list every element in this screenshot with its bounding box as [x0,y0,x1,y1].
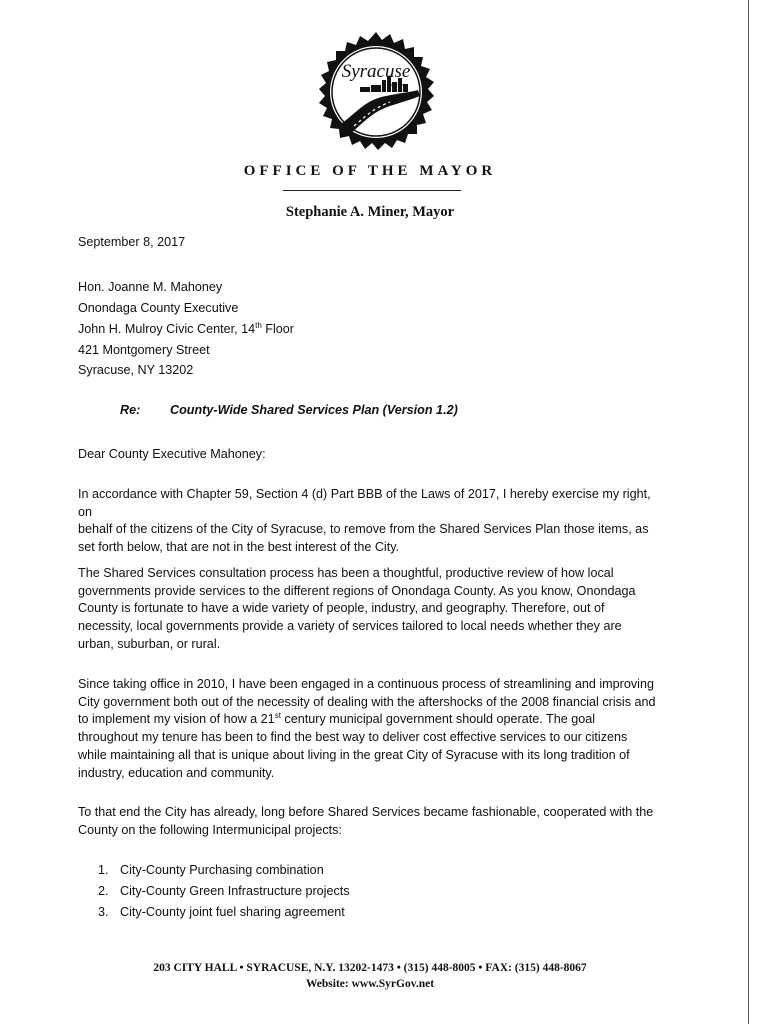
office-title: OFFICE OF THE MAYOR [243,163,497,179]
letter-date: September 8, 2017 [78,235,186,249]
footer-website: Website: www.SyrGov.net [305,978,435,990]
seal-city-name: Syracuse [341,61,411,82]
seal-state-name: New York [389,82,407,87]
city-seal-logo [316,30,436,154]
footer-address: 203 CITY HALL • SYRACUSE, N.Y. 13202-1473 • (315) 448-8005 • FAX: (315) 448-8067 [153,962,587,974]
title-divider [283,190,461,191]
paragraph-2: The Shared Services consultation process has been a thoughtful, productive review of how local governments provide services to the different regions of Onondaga County. As you know, Onondaga County is fortunate to have a wide variety of people, industry, and geography. Therefore, out of necessity, local governments provide a variety of services tailored to local needs whether they are urban, suburban, or rural. [78,566,636,651]
paragraph-3: Since taking office in 2010, I have been engaged in a continuous process of streamlining and improving City government both out of the necessity of dealing with the aftershocks of the 2008 financial crisis and to implement my vision of how a 21st century municipal government should operate. The goal throughout my tenure has been to find the best way to deliver cost effective services to our citizens while maintaining all that is unique about living in the great City of Syracuse with its long tradition of industry, education and community. [78,677,656,780]
paragraph-4: To that end the City has already, long before Shared Services became fashionable, cooperated with the County on the following Intermunicipal projects: [78,805,654,837]
scan-edge-line [748,0,749,1024]
paragraph-1: In accordance with Chapter 59, Section 4 (d) Part BBB of the Laws of 2017, I hereby exercise my right, on behalf of the citizens of the City of Syracuse, to remove from the Shared Services Plan those items, as set forth below, that are not in the best interest of the City. [78,487,651,555]
list-item: 3. City-County joint fuel sharing agreement [98,905,345,919]
projects-list [98,860,350,923]
list-item: 1. City-County Purchasing combination [98,863,324,877]
list-item: 2. City-County Green Infrastructure projects [98,884,350,898]
subject-label: Re: [120,403,141,417]
salutation: Dear County Executive Mahoney: [78,447,266,461]
recipient-city: Syracuse, NY 13202 [78,363,194,377]
recipient-name: Hon. Joanne M. Mahoney [78,280,223,294]
recipient-title: Onondaga County Executive [78,301,239,315]
recipient-street: 421 Montgomery Street [78,343,210,357]
mayor-name: Stephanie A. Miner, Mayor [285,204,455,220]
subject-text: County-Wide Shared Services Plan (Version 1.2) [170,403,458,417]
recipient-building: John H. Mulroy Civic Center, 14th Floor [78,320,294,336]
